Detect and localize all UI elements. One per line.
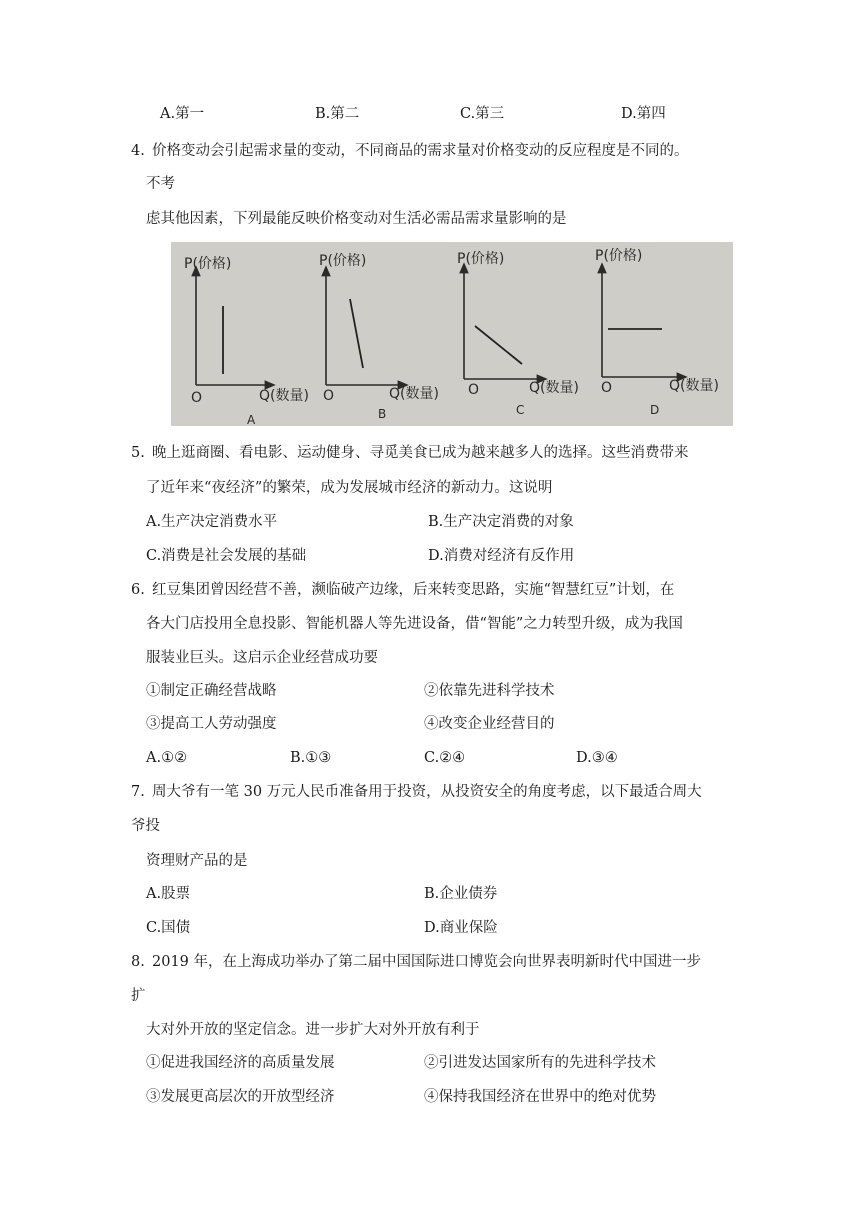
q8-statement-4: ④保持我国经济在世界中的绝对优势 [424, 1089, 656, 1105]
graph-c-x-label: Q(数量) [529, 380, 579, 396]
q3-option-b: B.第二 [315, 106, 360, 122]
q7-option-d: D.商业保险 [424, 920, 498, 936]
graph-d-x-label: Q(数量) [669, 378, 719, 394]
q7-option-b: B.企业债券 [424, 886, 498, 902]
q4-text-line1: 价格变动会引起需求量的变动，不同商品的需求量对价格变动的反应程度是不同的。 [152, 143, 689, 159]
graph-b-origin: O [323, 388, 335, 404]
q8-number: 8. [131, 954, 145, 970]
graph-a-origin: O [191, 390, 203, 406]
q8-statement-2: ②引进发达国家所有的先进科学技术 [424, 1055, 656, 1071]
q7-text-line1: 周大爷有一笔 30 万元人民币准备用于投资，从投资安全的角度考虑，以下最适合周大 [152, 784, 702, 800]
q6-number: 6. [131, 582, 145, 598]
q5-option-c: C.消费是社会发展的基础 [146, 548, 307, 564]
q7-text-line3: 资理财产品的是 [146, 853, 248, 869]
q8-statement-1: ①促进我国经济的高质量发展 [146, 1055, 335, 1071]
graph-b-x-label: Q(数量) [389, 386, 439, 402]
q6-statement-3: ③提高工人劳动强度 [146, 716, 277, 732]
graph-c-curve [475, 326, 522, 364]
graph-a-caption: A [247, 413, 256, 426]
q4-text-line2: 不考 [146, 176, 175, 192]
q3-option-d: D.第四 [621, 106, 666, 122]
graph-a-y-label: P(价格) [184, 256, 232, 272]
graph-b [319, 252, 439, 421]
graph-d-caption: D [650, 403, 660, 417]
q6-option-b: B.①③ [290, 750, 332, 766]
graph-a [184, 255, 309, 426]
q7-text-line2: 爷投 [131, 818, 160, 834]
q6-option-a: A.①② [146, 750, 188, 766]
q6-text-line2: 各大门店投用全息投影、智能机器人等先进设备，借“智能”之力转型升级，成为我国 [146, 616, 683, 632]
q8-text-line1: 2019 年，在上海成功举办了第二届中国国际进口博览会向世界表明新时代中国进一步 [152, 954, 702, 970]
q5-option-d: D.消费对经济有反作用 [428, 548, 575, 564]
q3-option-c: C.第三 [460, 106, 505, 122]
q4-graphs-photo [171, 242, 733, 426]
graph-d [595, 247, 719, 417]
graph-a-x-label: Q(数量) [259, 388, 309, 404]
graph-b-curve [350, 299, 363, 368]
graph-c-origin: O [468, 382, 480, 398]
q6-statement-4: ④改变企业经营目的 [424, 716, 555, 732]
q7-number: 7. [131, 784, 145, 800]
q5-text-line2: 了近年来“夜经济”的繁荣，成为发展城市经济的新动力。这说明 [146, 480, 553, 496]
graph-d-y-label: P(价格) [595, 248, 643, 264]
q7-option-c: C.国债 [146, 920, 191, 936]
q4-text-line3: 虑其他因素，下列最能反映价格变动对生活必需品需求量影响的是 [146, 211, 567, 227]
q6-option-d: D.③④ [576, 750, 618, 766]
q8-text-line3: 大对外开放的坚定信念。进一步扩大对外开放有利于 [146, 1022, 480, 1038]
graph-d-origin: O [601, 380, 613, 396]
q6-statement-2: ②依靠先进科学技术 [424, 683, 555, 699]
q5-text-line1: 晚上逛商圈、看电影、运动健身、寻觅美食已成为越来越多人的选择。这些消费带来 [152, 445, 689, 461]
q5-number: 5. [131, 445, 145, 461]
q7-option-a: A.股票 [146, 886, 191, 902]
q6-option-c: C.②④ [424, 750, 466, 766]
graph-c [457, 250, 579, 417]
q5-option-a: A.生产决定消费水平 [146, 514, 278, 530]
graph-c-caption: C [516, 403, 525, 417]
q8-statement-3: ③发展更高层次的开放型经济 [146, 1089, 335, 1105]
q8-text-line2: 扩 [131, 988, 146, 1004]
graph-b-y-label: P(价格) [319, 253, 367, 269]
q3-option-a: A.第一 [160, 106, 205, 122]
graph-b-caption: B [378, 407, 387, 421]
graph-c-y-label: P(价格) [457, 251, 505, 267]
q6-statement-1: ①制定正确经营战略 [146, 683, 277, 699]
q6-text-line1: 红豆集团曾因经营不善，濒临破产边缘，后来转变思路，实施“智慧红豆”计划，在 [152, 582, 675, 598]
q6-text-line3: 服装业巨头。这启示企业经营成功要 [146, 650, 378, 666]
q4-graphs-svg [171, 242, 733, 426]
q4-number: 4. [131, 143, 145, 159]
q5-option-b: B.生产决定消费的对象 [428, 514, 574, 530]
